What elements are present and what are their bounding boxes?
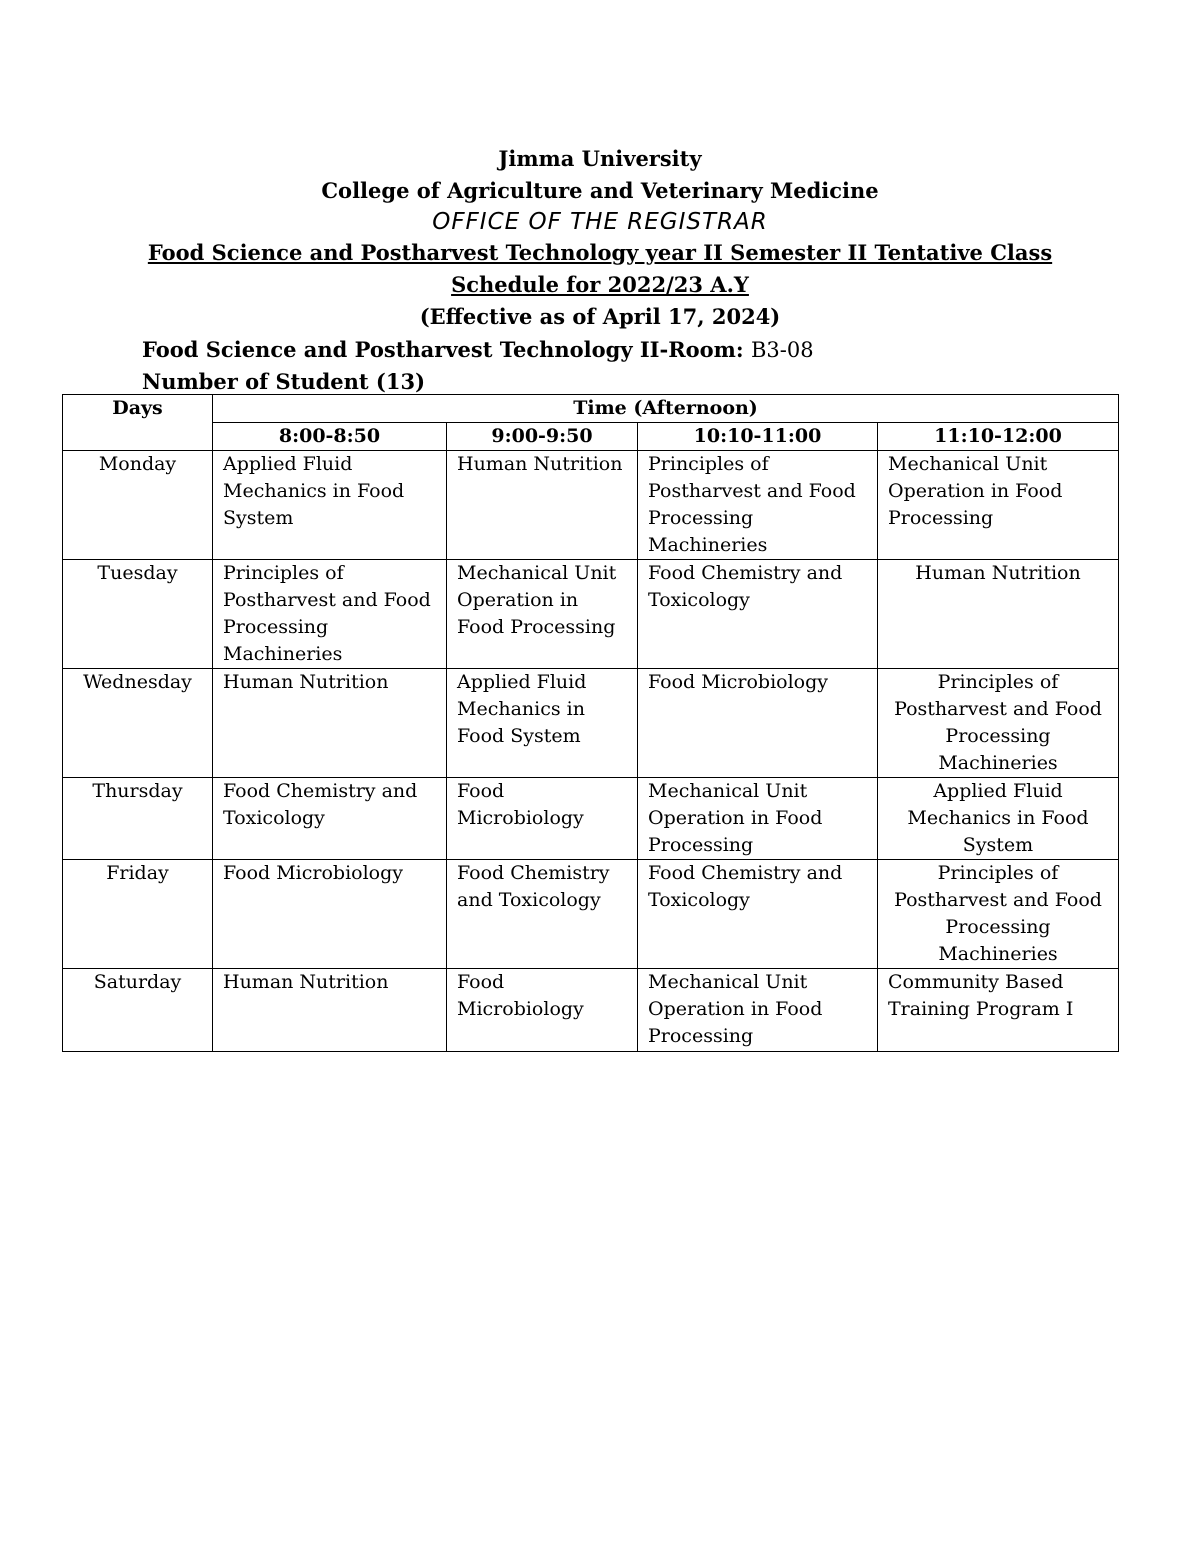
- course-cell: Food Chemistry and Toxicology: [638, 560, 878, 669]
- course-cell: Human Nutrition: [878, 560, 1119, 669]
- course-cell: Mechanical Unit Operation in Food Processing: [638, 969, 878, 1052]
- time-slot: 8:00-8:50: [213, 423, 447, 451]
- time-slot: 10:10-11:00: [638, 423, 878, 451]
- course-cell: Food Microbiology: [447, 778, 638, 860]
- course-cell: Principles of Postharvest and Food Processing Machineries: [638, 451, 878, 560]
- course-cell: Principles of Postharvest and Food Processing Machineries: [878, 860, 1119, 969]
- table-row: [63, 860, 1119, 969]
- course-cell: Applied Fluid Mechanics in Food System: [213, 451, 447, 560]
- course-cell: Food Chemistry and Toxicology: [213, 778, 447, 860]
- course-cell: Applied Fluid Mechanics in Food System: [878, 778, 1119, 860]
- day-cell: Monday: [63, 451, 213, 560]
- schedule-title-line-1: Food Science and Postharvest Technology year II Semester II Tentative Class: [147, 240, 1053, 265]
- program-label: Food Science and Postharvest Technology II-Room:: [142, 337, 751, 362]
- document-header: [62, 143, 1138, 333]
- course-cell: Principles of Postharvest and Food Processing Machineries: [878, 669, 1119, 778]
- course-cell: Food Chemistry and Toxicology: [447, 860, 638, 969]
- time-slot: 11:10-12:00: [878, 423, 1119, 451]
- course-cell: Principles of Postharvest and Food Processing Machineries: [213, 560, 447, 669]
- effective-date: (Effective as of April 17, 2024): [419, 304, 781, 329]
- day-cell: Saturday: [63, 969, 213, 1052]
- class-schedule-table: [62, 394, 1119, 1052]
- days-header: Days: [63, 395, 213, 451]
- time-slot: 9:00-9:50: [447, 423, 638, 451]
- schedule-title-line-2: Schedule for 2022/23 A.Y: [451, 272, 749, 297]
- time-slot-row: [63, 423, 1119, 451]
- table-row: [63, 969, 1119, 1052]
- course-cell: Food Microbiology: [213, 860, 447, 969]
- day-cell: Tuesday: [63, 560, 213, 669]
- course-cell: Mechanical Unit Operation in Food Processing: [447, 560, 638, 669]
- course-cell: Mechanical Unit Operation in Food Processing: [638, 778, 878, 860]
- table-header-row: [63, 395, 1119, 423]
- course-cell: Food Microbiology: [447, 969, 638, 1052]
- program-room-line: [142, 334, 814, 366]
- course-cell: Human Nutrition: [213, 969, 447, 1052]
- course-cell: Community Based Training Program I: [878, 969, 1119, 1052]
- course-cell: Human Nutrition: [213, 669, 447, 778]
- table-row: [63, 669, 1119, 778]
- day-cell: Wednesday: [63, 669, 213, 778]
- office-title: OFFICE OF THE REGISTRAR: [432, 209, 768, 235]
- course-cell: Applied Fluid Mechanics in Food System: [447, 669, 638, 778]
- table-row: [63, 451, 1119, 560]
- day-cell: Thursday: [63, 778, 213, 860]
- university-name: Jimma University: [498, 146, 702, 171]
- day-cell: Friday: [63, 860, 213, 969]
- time-header: Time (Afternoon): [213, 395, 1119, 423]
- program-info: [142, 334, 814, 397]
- course-cell: Human Nutrition: [447, 451, 638, 560]
- table-row: [63, 560, 1119, 669]
- course-cell: Food Microbiology: [638, 669, 878, 778]
- course-cell: Mechanical Unit Operation in Food Processing: [878, 451, 1119, 560]
- table-row: [63, 778, 1119, 860]
- college-name: College of Agriculture and Veterinary Medicine: [321, 178, 879, 203]
- student-count: Number of Student (13): [142, 369, 426, 394]
- course-cell: Food Chemistry and Toxicology: [638, 860, 878, 969]
- room-value: B3-08: [750, 338, 814, 362]
